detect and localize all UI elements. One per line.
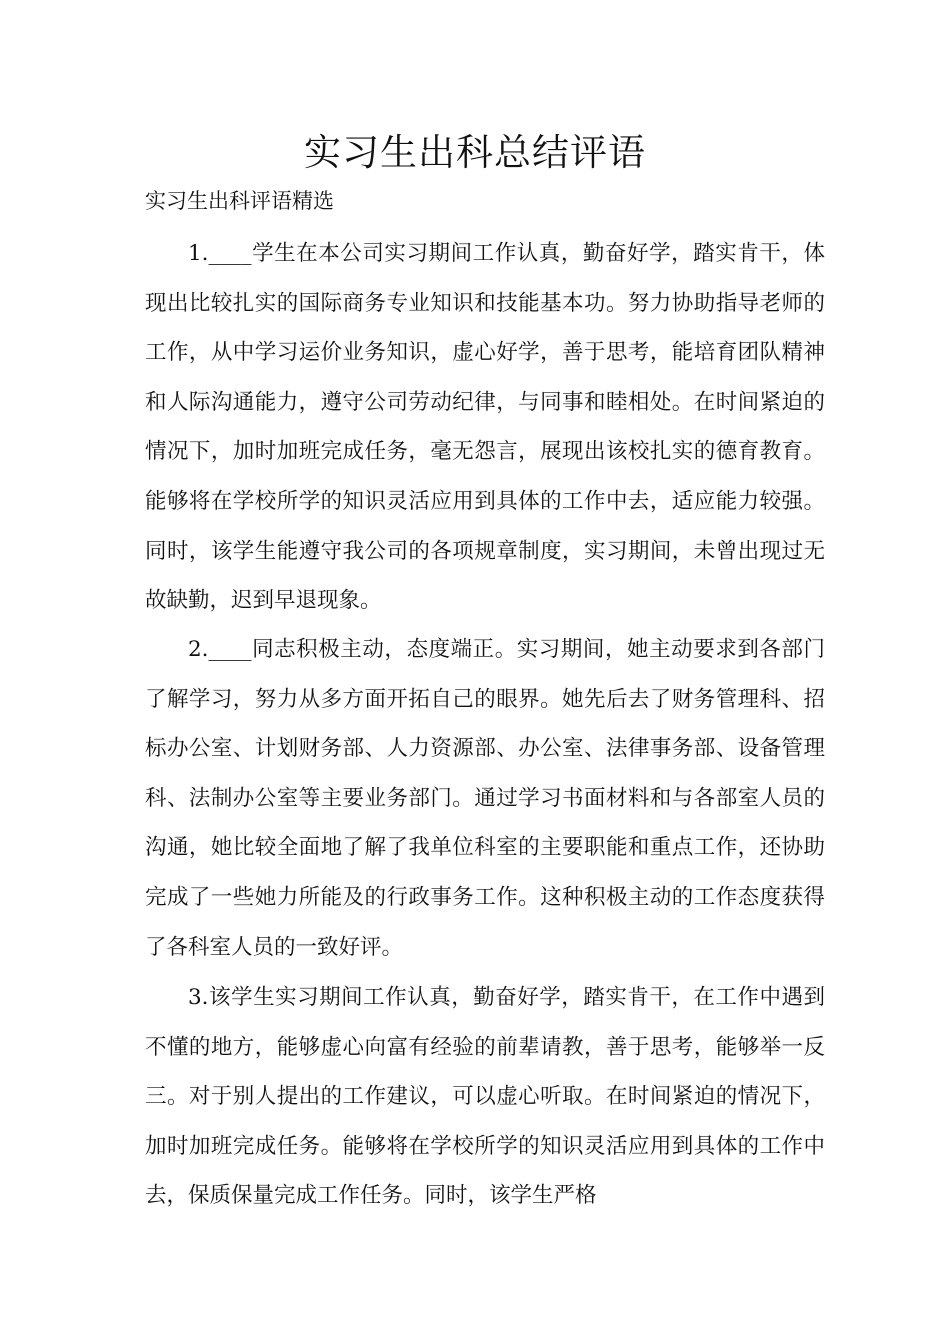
document-subtitle: 实习生出科评语精选 <box>145 189 334 213</box>
paragraph-1: 1.____学生在本公司实习期间工作认真，勤奋好学，踏实肯干，体现出比较扎实的国际商务专业知识和技能基本功。努力协助指导老师的工作，从中学习运价业务知识，虚心好学，善于思考，能培育团队精神和人际沟通能力，遵守公司劳动纪律，与同事和睦相处。在时间紧迫的情况下，加时加班完成任务，毫无怨言，展现出该校扎实的德育教育。能够将在学校所学的知识灵活应用到具体的工作中去，适应能力较强。同时，该学生能遵守我公司的各项规章制度，实习期间，未曾出现过无故缺勤，迟到早退现象。 <box>145 241 825 614</box>
document-title: 实习生出科总结评语 <box>304 131 646 174</box>
paragraph-3: 3.该学生实习期间工作认真，勤奋好学，踏实肯干，在工作中遇到不懂的地方，能够虚心向富有经验的前辈请教，善于思考，能够举一反三。对于别人提出的工作建议，可以虚心听取。在时间紧迫的情况下，加时加班完成任务。能够将在学校所学的知识灵活应用到具体的工作中去，保质保量完成工作任务。同时，该学生严格 <box>145 985 825 1209</box>
paragraph-2: 2.____同志积极主动，态度端正。实习期间，她主动要求到各部门了解学习，努力从多方面开拓自己的眼界。她先后去了财务管理科、招标办公室、计划财务部、人力资源部、办公室、法律事务部、设备管理科、法制办公室等主要业务部门。通过学习书面材料和与各部室人员的沟通，她比较全面地了解了我单位科室的主要职能和重点工作，还协助完成了一些她力所能及的行政事务工作。这种积极主动的工作态度获得了各科室人员的一致好评。 <box>145 637 825 960</box>
